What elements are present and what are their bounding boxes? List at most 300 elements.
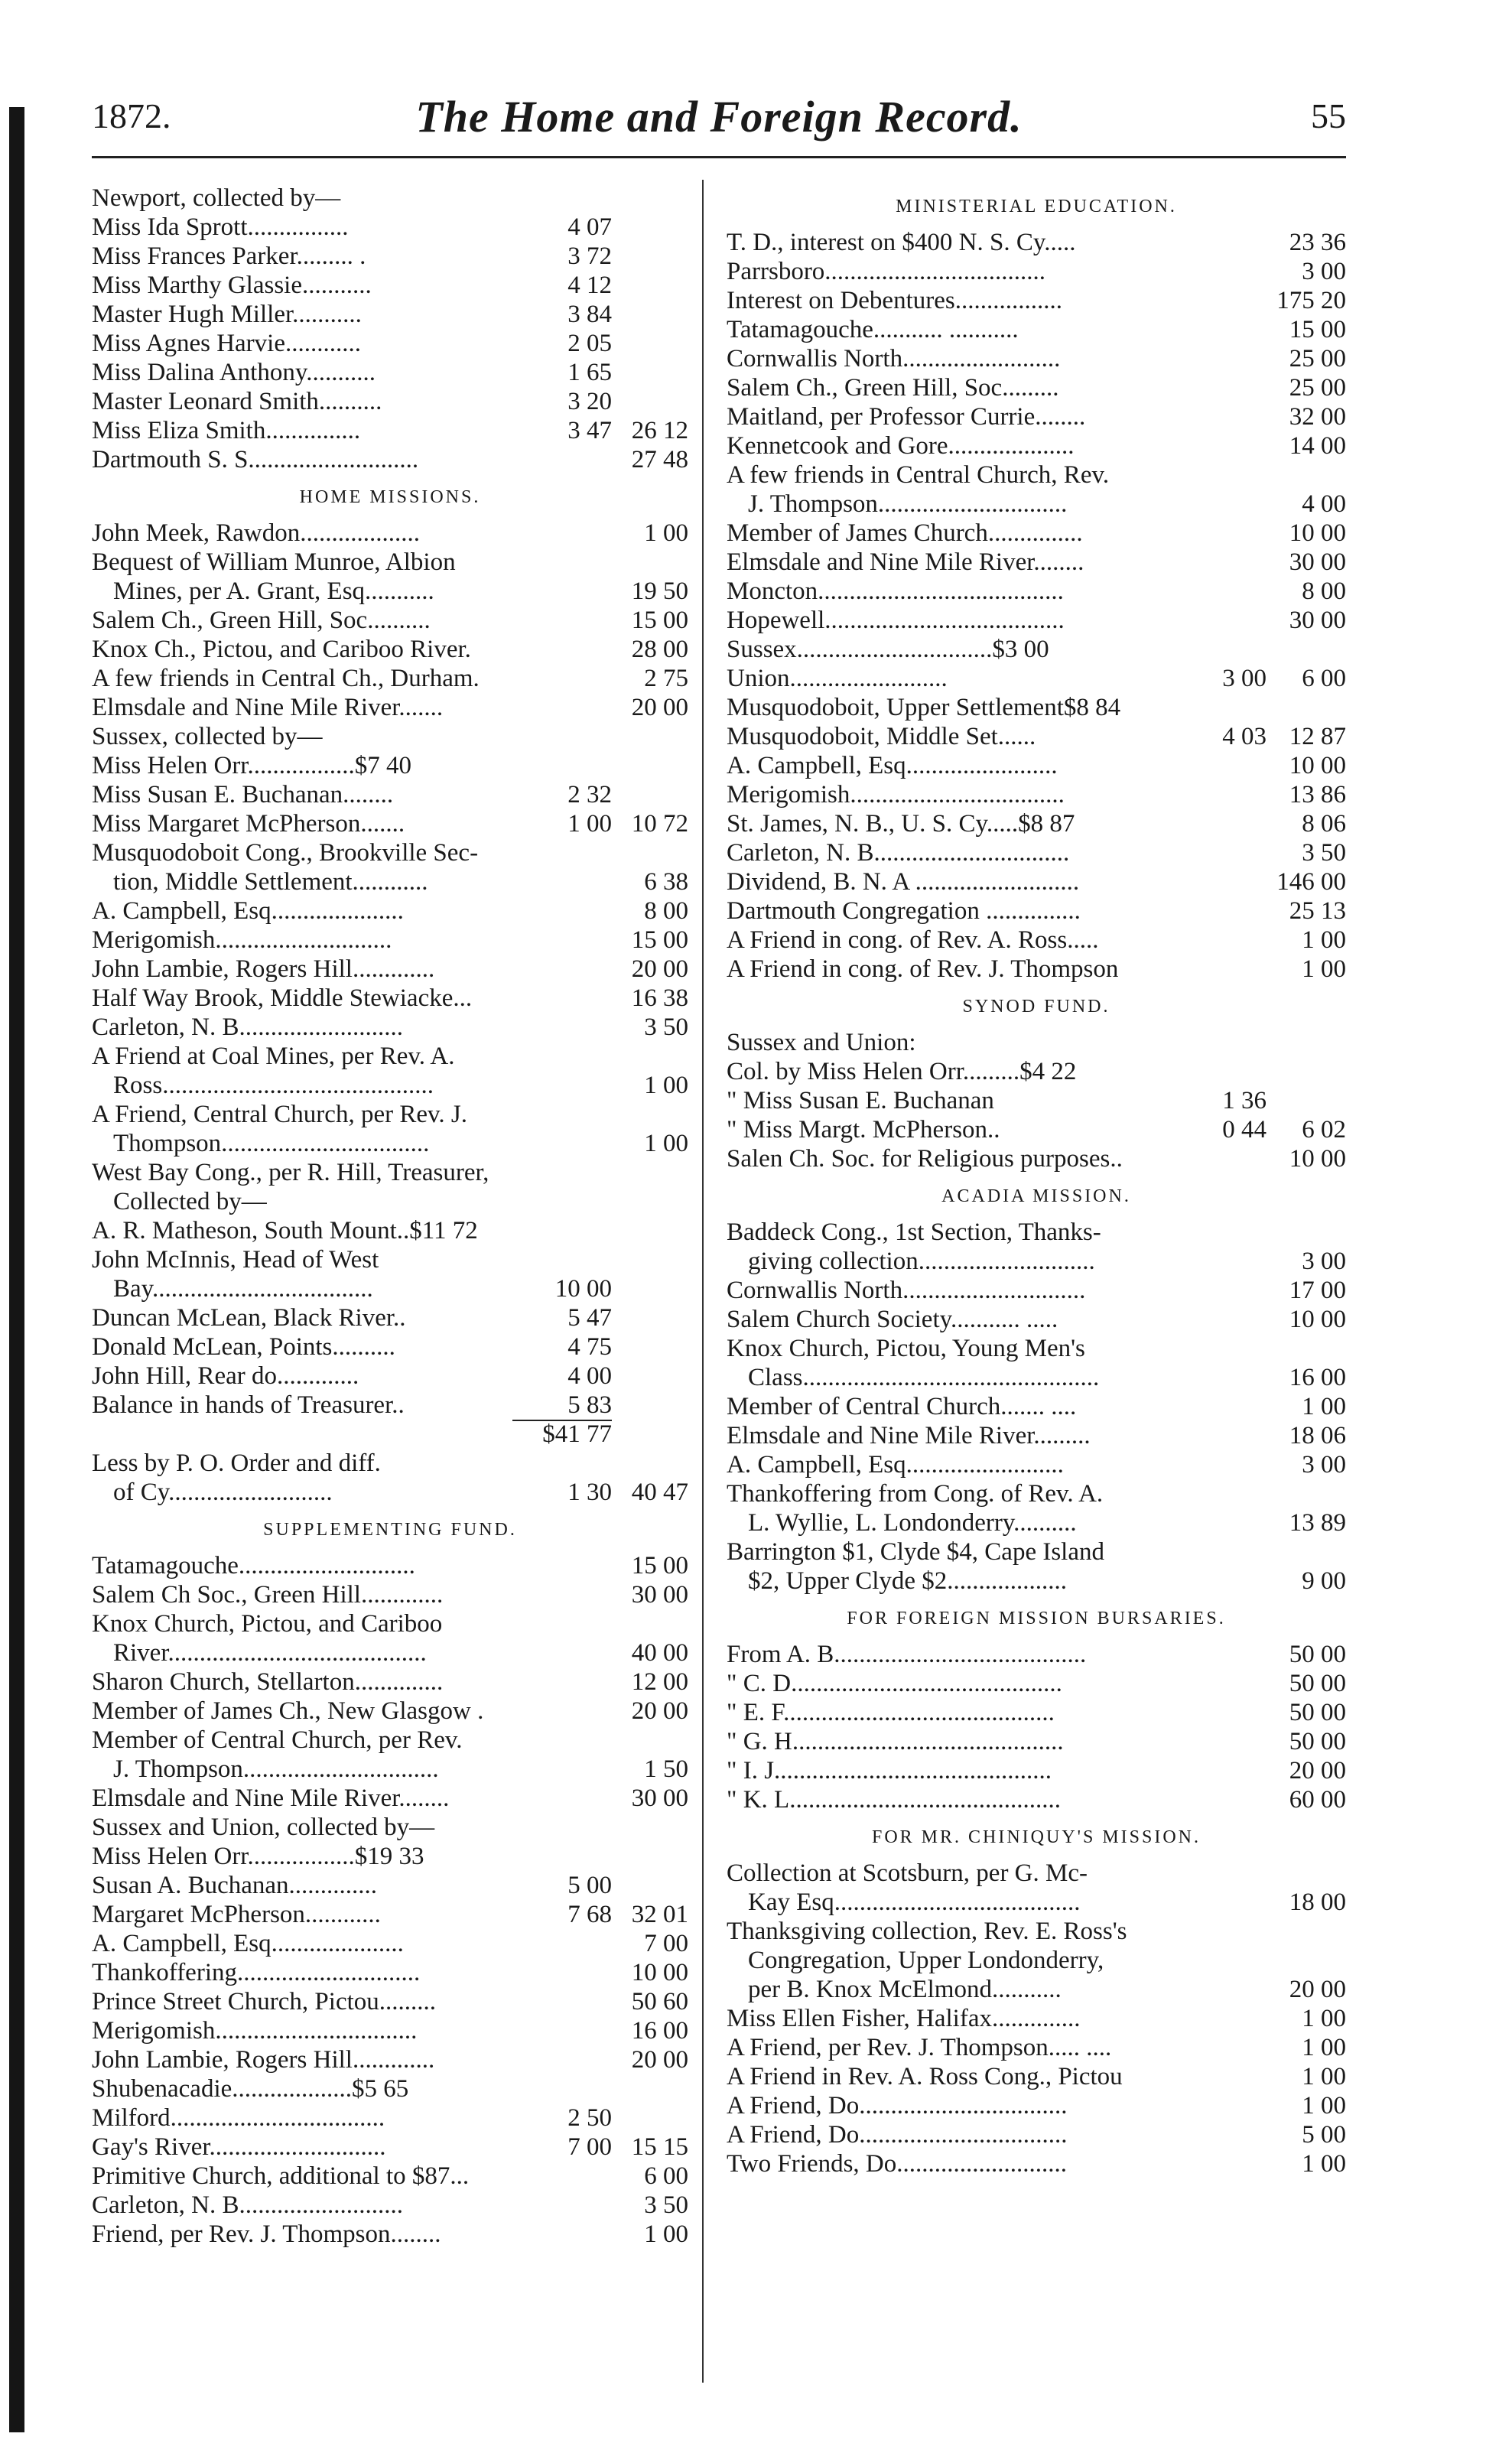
entry-total: 3 00 (1302, 258, 1346, 285)
journal-title: The Home and Foreign Record. (415, 92, 1023, 142)
entry-amount: 5 83 (567, 1391, 612, 1419)
entry-description: " K. L........................................... (727, 1786, 1061, 1814)
entry-description: Salem Ch., Green Hill, Soc.......... (92, 607, 431, 634)
section-heading: MINISTERIAL EDUCATION. (896, 197, 1177, 216)
entry-description: John Lambie, Rogers Hill............. (92, 955, 435, 983)
ledger-entry (727, 1727, 1346, 1756)
ledger-entry (92, 2045, 688, 2074)
ledger-entry (92, 300, 688, 329)
entry-description: Kennetcook and Gore.................... (727, 432, 1075, 460)
ledger-entry (92, 271, 688, 300)
entry-total: 20 00 (1289, 1976, 1346, 2003)
ledger-entry (727, 2120, 1346, 2149)
ledger-entry (92, 955, 688, 984)
section-heading: FOR FOREIGN MISSION BURSARIES. (847, 1609, 1226, 1628)
ledger-entry (727, 2091, 1346, 2120)
ledger-entry (92, 1158, 688, 1187)
entry-description: Master Hugh Miller........... (92, 301, 362, 328)
entry-description: Salem Ch., Green Hill, Soc......... (727, 374, 1059, 402)
entry-total: 15 00 (631, 1552, 688, 1579)
ledger-entry (727, 926, 1346, 955)
ledger-entry (92, 1987, 688, 2016)
entry-total: 15 15 (631, 2133, 688, 2161)
entry-description: Dividend, B. N. A .......................... (727, 868, 1080, 896)
entry-description: Miss Eliza Smith............... (92, 417, 361, 444)
ledger-entry (92, 1813, 688, 1842)
ledger-entry (727, 635, 1346, 664)
ledger-entry (92, 1929, 688, 1958)
entry-description: per B. Knox McElmond........... (748, 1976, 1062, 2003)
ledger-entry (727, 1888, 1346, 1917)
ledger-entry (92, 1332, 688, 1362)
entry-total: 1 00 (1302, 926, 1346, 954)
entry-description: J. Thompson.............................. (748, 490, 1068, 518)
entry-description: Ross........................................... (113, 1072, 434, 1099)
entry-description: " Miss Margt. McPherson.. (727, 1116, 1000, 1144)
entry-amount: 3 72 (567, 242, 612, 270)
entry-total: 15 00 (631, 607, 688, 634)
ledger-entry (727, 1028, 1346, 1057)
ledger-entry (727, 431, 1346, 460)
entry-description: Thankoffering from Cong. of Rev. A. (727, 1480, 1104, 1508)
ledger-entry (727, 344, 1346, 373)
entry-total: 9 00 (1302, 1567, 1346, 1595)
entry-description: Merigomish.................................. (727, 781, 1065, 808)
ledger-entry (727, 664, 1346, 693)
entry-total: 50 00 (1289, 1728, 1346, 1755)
entry-total: 10 00 (1289, 1145, 1346, 1173)
page-header (92, 92, 1346, 157)
entry-description: Member of Central Church....... .... (727, 1393, 1077, 1420)
entry-description: Carleton, N. B.......................... (92, 2191, 403, 2219)
entry-total: 30 00 (631, 1581, 688, 1609)
entry-description: Less by P. O. Order and diff. (92, 1449, 381, 1477)
entry-description: Union......................... (727, 665, 948, 692)
ledger-entry (92, 1274, 688, 1303)
entry-description: Miss Agnes Harvie............ (92, 330, 361, 357)
entry-description: A few friends in Central Church, Rev. (727, 461, 1110, 489)
entry-description: Parrsboro................................... (727, 258, 1046, 285)
entry-description: West Bay Cong., per R. Hill, Treasurer, (92, 1159, 489, 1186)
ledger-entry (727, 1756, 1346, 1785)
entry-description: Cornwallis North............................. (727, 1277, 1086, 1304)
ledger-entry (727, 955, 1346, 984)
entry-description: John Hill, Rear do............. (92, 1362, 359, 1390)
entry-description: Tatamagouche........... ........... (727, 316, 1019, 343)
ledger-entry (92, 1042, 688, 1071)
entry-description: Baddeck Cong., 1st Section, Thanks- (727, 1218, 1101, 1246)
entry-description: John McInnis, Head of West (92, 1246, 379, 1274)
column-divider (702, 180, 704, 2383)
entry-total: 1 00 (644, 2220, 688, 2248)
entry-amount: 3 47 (567, 417, 612, 444)
ledger-entry (92, 867, 688, 896)
entry-description: Miss Frances Parker......... . (92, 242, 366, 270)
ledger-entry (727, 1946, 1346, 1975)
entry-total: 1 00 (644, 1072, 688, 1099)
entry-amount: 5 00 (567, 1872, 612, 1899)
ledger-entry (92, 242, 688, 271)
ledger-entry (92, 416, 688, 445)
entry-amount: 3 20 (567, 388, 612, 415)
entry-description: L. Wyllie, L. Londonderry.......... (748, 1509, 1077, 1537)
ledger-entry (92, 664, 688, 693)
entry-description: of Cy.......................... (113, 1479, 333, 1506)
entry-amount: 4 00 (567, 1362, 612, 1390)
entry-description: " E. F........................................... (727, 1699, 1055, 1726)
right-column (727, 184, 1346, 2178)
ledger-entry (727, 751, 1346, 780)
entry-description: Thanksgiving collection, Rev. E. Ross's (727, 1918, 1127, 1945)
entry-description: Milford.................................. (92, 2104, 385, 2132)
entry-total: 3 50 (644, 2191, 688, 2219)
ledger-entry (727, 490, 1346, 519)
entry-description: Elmsdale and Nine Mile River........ (727, 548, 1084, 576)
ledger-entry (92, 1842, 688, 1871)
ledger-entry (727, 373, 1346, 402)
entry-description: giving collection............................ (748, 1248, 1095, 1275)
entry-total: 6 02 (1302, 1116, 1346, 1144)
entry-amount: 1 36 (1222, 1087, 1267, 1114)
entry-description: Carleton, N. B.......................... (92, 1013, 403, 1041)
entry-total: 12 87 (1289, 723, 1346, 750)
entry-total: 40 47 (631, 1479, 688, 1506)
ledger-entry (92, 2191, 688, 2220)
ledger-entry (727, 896, 1346, 926)
entry-description: Knox Ch., Pictou, and Cariboo River. (92, 636, 471, 663)
entry-total: 1 00 (1302, 2092, 1346, 2120)
entry-total: 1 00 (644, 519, 688, 547)
ledger-entry (92, 722, 688, 751)
entry-description: A Friend, Do................................. (727, 2092, 1068, 2120)
entry-description: Col. by Miss Helen Orr.........$4 22 (727, 1058, 1077, 1085)
ledger-entry (92, 1784, 688, 1813)
ledger-entry (92, 1187, 688, 1216)
entry-total: 8 00 (644, 897, 688, 925)
entry-description: Musquodoboit, Upper Settlement$8 84 (727, 694, 1121, 721)
entry-description: Sussex, collected by— (92, 723, 323, 750)
entry-total: 8 06 (1302, 810, 1346, 838)
ledger-entry (727, 286, 1346, 315)
entry-description: A Friend in cong. of Rev. J. Thompson (727, 955, 1119, 983)
ledger-entry (92, 1449, 688, 1478)
entry-total: 1 00 (1302, 2034, 1346, 2061)
ledger-entry (92, 751, 688, 780)
entry-total: 6 38 (644, 868, 688, 896)
entry-description: Primitive Church, additional to $87... (92, 2162, 470, 2190)
ledger-entry (727, 2062, 1346, 2091)
ledger-entry (92, 780, 688, 809)
entry-description: Miss Ellen Fisher, Halifax.............. (727, 2005, 1081, 2032)
entry-total: 60 00 (1289, 1786, 1346, 1814)
page-number: 55 (1311, 96, 1346, 135)
ledger-entry (92, 1551, 688, 1580)
ledger-entry (92, 548, 688, 577)
entry-total: 20 00 (631, 694, 688, 721)
entry-total: 5 00 (1302, 2121, 1346, 2149)
entry-total: 10 00 (631, 1959, 688, 1986)
entry-description: A Friend, Do................................. (727, 2121, 1068, 2149)
entry-description: Sussex...............................$3 00 (727, 636, 1049, 663)
ledger-entry (92, 1362, 688, 1391)
entry-description: St. James, N. B., U. S. Cy.....$8 87 (727, 810, 1075, 838)
entry-amount: 3 00 (1222, 665, 1267, 692)
entry-description: Friend, per Rev. J. Thompson........ (92, 2220, 441, 2248)
ledger-entry (727, 2149, 1346, 2178)
ledger-entry (727, 1086, 1346, 1115)
entry-description: Member of James Church............... (727, 519, 1083, 547)
ledger-entry (92, 838, 688, 867)
ledger-entry (727, 2033, 1346, 2062)
ledger-entry (92, 1129, 688, 1158)
ledger-entry (727, 1508, 1346, 1537)
ledger-entry (727, 722, 1346, 751)
entry-amount: 2 50 (567, 2104, 612, 2132)
ledger-entry (92, 2103, 688, 2133)
ledger-entry (727, 1785, 1346, 1814)
entry-total: 3 00 (1302, 1248, 1346, 1275)
entry-description: A few friends in Central Ch., Durham. (92, 665, 480, 692)
entry-total: 30 00 (1289, 548, 1346, 576)
ledger-entry (92, 1871, 688, 1900)
entry-description: Tatamagouche............................ (92, 1552, 415, 1579)
entry-total: 14 00 (1289, 432, 1346, 460)
entry-description: Elmsdale and Nine Mile River......... (727, 1422, 1091, 1449)
ledger-entry (727, 1450, 1346, 1479)
ledger-entry (92, 1958, 688, 1987)
ledger-entry (92, 358, 688, 387)
ledger-entry (727, 1640, 1346, 1669)
entry-description: Moncton....................................... (727, 577, 1064, 605)
entry-total: 32 01 (631, 1901, 688, 1928)
ledger-entry (92, 2133, 688, 2162)
ledger-entry (92, 1638, 688, 1667)
entry-description: $2, Upper Clyde $2................... (748, 1567, 1068, 1595)
ledger-entry (92, 1100, 688, 1129)
ledger-entry (92, 2220, 688, 2249)
ledger-entry (727, 2004, 1346, 2033)
entry-description: A Friend, per Rev. J. Thompson..... .... (727, 2034, 1112, 2061)
entry-amount: 1 65 (567, 359, 612, 386)
entry-amount: 1 30 (567, 1479, 612, 1506)
entry-total: 28 00 (631, 636, 688, 663)
entry-total: 3 00 (1302, 1451, 1346, 1479)
entry-total: 20 00 (631, 2046, 688, 2074)
ledger-entry (92, 1667, 688, 1697)
entry-description: Miss Susan E. Buchanan........ (92, 781, 394, 808)
ledger-entry (727, 1057, 1346, 1086)
entry-description: Gay's River............................ (92, 2133, 386, 2161)
ledger-entry (92, 577, 688, 606)
ledger-entry (727, 1566, 1346, 1596)
entry-description: Collected by— (113, 1188, 267, 1215)
entry-amount: 2 05 (567, 330, 612, 357)
entry-description: Margaret McPherson............ (92, 1901, 381, 1928)
entry-total: 50 00 (1289, 1670, 1346, 1697)
binding-edge (9, 107, 24, 2432)
entry-description: Miss Helen Orr.................$7 40 (92, 752, 411, 779)
section-heading: FOR MR. CHINIQUY'S MISSION. (871, 1827, 1201, 1847)
entry-description: Salem Church Society........... ..... (727, 1306, 1058, 1333)
entry-total: 6 00 (644, 2162, 688, 2190)
entry-total: 1 00 (1302, 955, 1346, 983)
entry-description: Balance in hands of Treasurer.. (92, 1391, 405, 1419)
entry-description: Collection at Scotsburn, per G. Mc- (727, 1859, 1088, 1887)
ledger-entry (727, 1975, 1346, 2004)
entry-description: Sussex and Union, collected by— (92, 1814, 435, 1841)
ledger-entry (727, 257, 1346, 286)
entry-description: John Lambie, Rogers Hill............. (92, 2046, 435, 2074)
ledger-entry (92, 693, 688, 722)
entry-total: 1 00 (1302, 1393, 1346, 1420)
entry-description: J. Thompson............................... (113, 1755, 439, 1783)
section-heading: HOME MISSIONS. (299, 487, 481, 507)
entry-total: 4 00 (1302, 490, 1346, 518)
entry-description: Kay Esq....................................... (748, 1889, 1081, 1916)
ledger-entry (727, 1247, 1346, 1276)
ledger-entry (727, 809, 1346, 838)
entry-description: Knox Church, Pictou, Young Men's (727, 1335, 1085, 1362)
entry-total: 7 00 (644, 1930, 688, 1957)
ledger-entry (727, 1859, 1346, 1888)
entry-total: 10 00 (1289, 1306, 1346, 1333)
entry-description: Knox Church, Pictou, and Cariboo (92, 1610, 443, 1638)
entry-total: 13 89 (1289, 1509, 1346, 1537)
ledger-entry (92, 606, 688, 635)
entry-description: A. Campbell, Esq..................... (92, 1930, 404, 1957)
entry-description: Miss Helen Orr.................$19 33 (92, 1843, 424, 1870)
entry-description: Miss Margaret McPherson....... (92, 810, 405, 838)
entry-description: Shubenacadie...................$5 65 (92, 2075, 409, 2103)
ledger-entry (92, 387, 688, 416)
entry-description: Dartmouth Congregation ............... (727, 897, 1081, 925)
ledger-entry (727, 1392, 1346, 1421)
entry-total: 8 00 (1302, 577, 1346, 605)
entry-total: 20 00 (1289, 1757, 1346, 1784)
entry-total: 10 00 (1289, 519, 1346, 547)
ledger-entry (727, 1276, 1346, 1305)
entry-description: A Friend in Rev. A. Ross Cong., Pictou (727, 2063, 1123, 2090)
entry-description: Bequest of William Munroe, Albion (92, 548, 456, 576)
entry-description: Cornwallis North......................... (727, 345, 1061, 373)
ledger-entry (727, 460, 1346, 490)
entry-amount: 1 00 (567, 810, 612, 838)
entry-description: Carleton, N. B............................... (727, 839, 1070, 867)
entry-amount: 4 75 (567, 1333, 612, 1361)
entry-total: 19 50 (631, 577, 688, 605)
ledger-entry (92, 1303, 688, 1332)
section-heading: ACADIA MISSION. (941, 1186, 1131, 1206)
ledger-entry (727, 548, 1346, 577)
entry-total: 30 00 (631, 1784, 688, 1812)
entry-description: From A. B........................................ (727, 1641, 1087, 1668)
entry-total: 15 00 (631, 926, 688, 954)
entry-amount: 2 32 (567, 781, 612, 808)
entry-total: 30 00 (1289, 607, 1346, 634)
entry-description: Two Friends, Do........................... (727, 2150, 1068, 2178)
ledger-entry (727, 315, 1346, 344)
entry-amount: 4 12 (567, 272, 612, 299)
ledger-entry (92, 445, 688, 474)
ledger-entry (92, 1013, 688, 1042)
entry-amount: 0 44 (1222, 1116, 1267, 1144)
ledger-entry (727, 1479, 1346, 1508)
ledger-entry (727, 1363, 1346, 1392)
entry-description: Member of Central Church, per Rev. (92, 1726, 463, 1754)
entry-description: Newport, collected by— (92, 184, 341, 212)
ledger-entry (727, 1305, 1346, 1334)
ledger-entry (92, 1071, 688, 1100)
entry-description: Miss Dalina Anthony........... (92, 359, 376, 386)
entry-description: Interest on Debentures................. (727, 287, 1062, 314)
entry-description: " C. D........................................... (727, 1670, 1062, 1697)
entry-description: Duncan McLean, Black River.. (92, 1304, 406, 1332)
header-rule (92, 156, 1346, 158)
entry-amount: $41 77 (542, 1420, 612, 1448)
entry-total: 17 00 (1289, 1277, 1346, 1304)
entry-total: 26 12 (631, 417, 688, 444)
entry-total: 23 36 (1289, 229, 1346, 256)
entry-total: 32 00 (1289, 403, 1346, 431)
entry-amount: 4 07 (567, 213, 612, 241)
entry-total: 50 00 (1289, 1641, 1346, 1668)
entry-description: Bay................................... (113, 1275, 373, 1303)
entry-description: Salem Ch Soc., Green Hill............. (92, 1581, 444, 1609)
ledger-entry (727, 402, 1346, 431)
entry-description: Donald McLean, Points.......... (92, 1333, 395, 1361)
header-year: 1872. (92, 96, 171, 135)
entry-description: Hopewell...................................... (727, 607, 1065, 634)
ledger-entry (92, 1245, 688, 1274)
entry-total: 16 00 (631, 2017, 688, 2045)
entry-total: 18 06 (1289, 1422, 1346, 1449)
section-heading: SYNOD FUND. (962, 997, 1110, 1017)
left-column (92, 184, 688, 2249)
entry-description: " G. H........................................... (727, 1728, 1064, 1755)
entry-total: 175 20 (1276, 287, 1346, 314)
ledger-entry (727, 693, 1346, 722)
entry-description: Barrington $1, Clyde $4, Cape Island (727, 1538, 1105, 1566)
entry-description: Thompson................................. (113, 1130, 430, 1157)
entry-total: 13 86 (1289, 781, 1346, 808)
ledger-entry (92, 2016, 688, 2045)
ledger-entry (92, 1900, 688, 1929)
ledger-entry (727, 1698, 1346, 1727)
ledger-entry (727, 1144, 1346, 1173)
entry-description: Congregation, Upper Londonderry, (748, 1947, 1104, 1974)
entry-description: Merigomish............................ (92, 926, 392, 954)
entry-description: River......................................... (113, 1639, 427, 1667)
entry-total: 20 00 (631, 1697, 688, 1725)
entry-description: Susan A. Buchanan.............. (92, 1872, 378, 1899)
entry-total: 10 00 (1289, 752, 1346, 779)
entry-description: Elmsdale and Nine Mile River........ (92, 1784, 450, 1812)
entry-amount: 7 68 (567, 1901, 612, 1928)
entry-total: 12 00 (631, 1668, 688, 1696)
entry-total: 6 00 (1302, 665, 1346, 692)
ledger-entry (92, 184, 688, 213)
ledger-entry (727, 1917, 1346, 1946)
entry-description: T. D., interest on $400 N. S. Cy..... (727, 229, 1076, 256)
entry-amount: 7 00 (567, 2133, 612, 2161)
section-heading: SUPPLEMENTING FUND. (263, 1520, 517, 1540)
entry-total: 1 00 (1302, 2150, 1346, 2178)
entry-description: Half Way Brook, Middle Stewiacke... (92, 984, 473, 1012)
entry-description: Sussex and Union: (727, 1029, 916, 1056)
entry-description: Sharon Church, Stellarton.............. (92, 1668, 444, 1696)
subtotal-row (92, 1420, 688, 1449)
entry-total: 50 60 (631, 1988, 688, 2015)
